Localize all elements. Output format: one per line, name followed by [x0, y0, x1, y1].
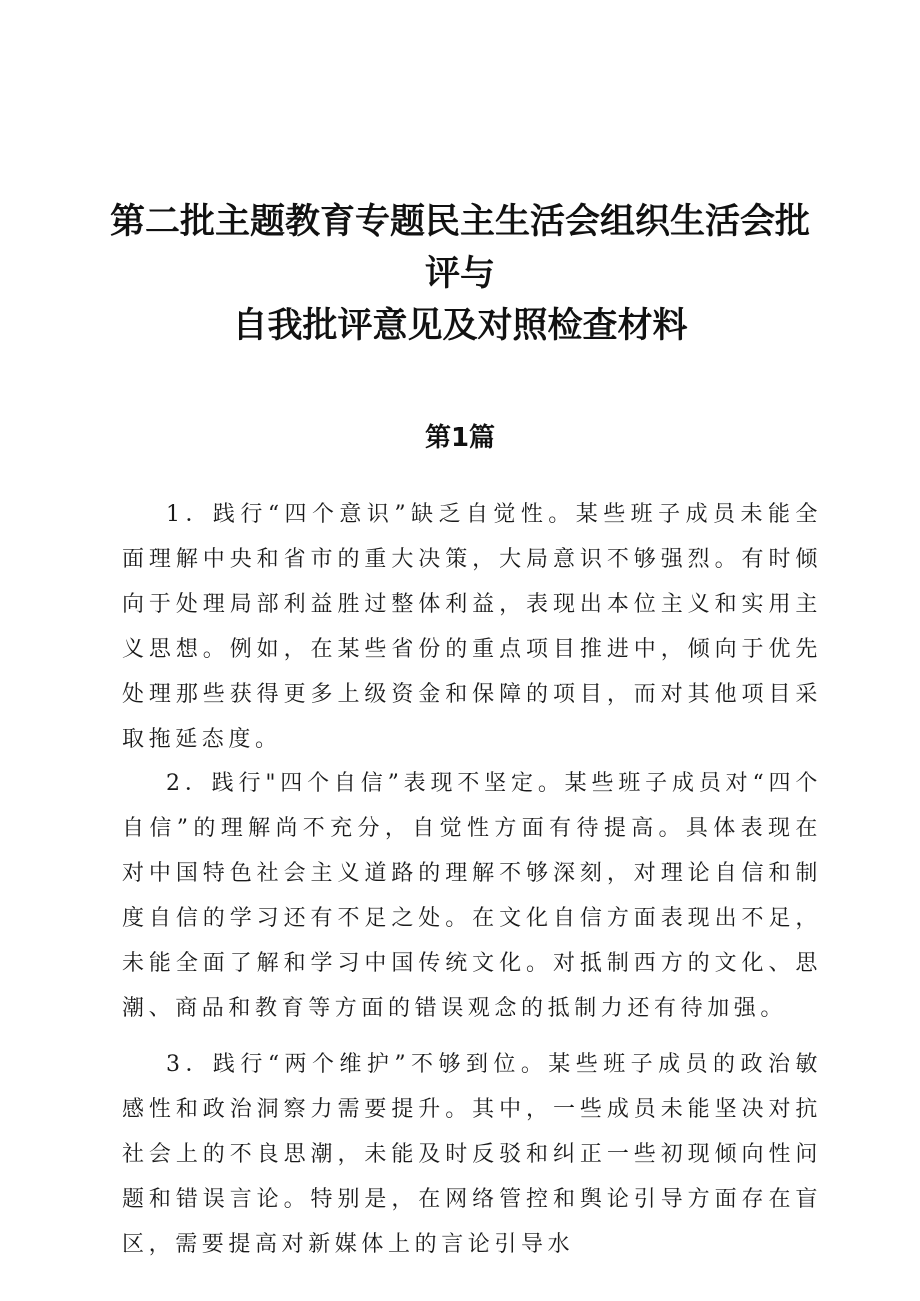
document-body — [122, 493, 822, 1267]
document-title-line-1: 第二批主题教育专题民主生活会组织生活会批评与 — [110, 202, 811, 294]
paragraph-1: 1．践行“四个意识”缺乏自觉性。某些班子成员未能全面理解中央和省市的重大决策，大局意识不够强烈。有时倾向于处理局部利益胜过整体利益，表现出本位主义和实用主义思想。例如，在某些省份的重点项目推进中，倾向于优先处理那些获得更多上级资金和保障的项目，而对其他项目采取拖延态度。 — [122, 502, 822, 752]
paragraph-3: 3．践行“两个维护”不够到位。某些班子成员的政治敏感性和政治洞察力需要提升。其中，一些成员未能坚决对抗社会上的不良思潮，未能及时反驳和纠正一些初现倾向性问题和错误言论。特别是，在网络管控和舆论引导方面存在盲区，需要提高对新媒体上的言论引导水 — [122, 1051, 822, 1257]
paragraph-2: 2．践行"四个自信”表现不坚定。某些班子成员对“四个自信”的理解尚不充分，自觉性方面有待提高。具体表现在对中国特色社会主义道路的理解不够深刻，对理论自信和制度自信的学习还有不足之处。在文化自信方面表现出不足，未能全面了解和学习中国传统文化。对抵制西方的文化、思潮、商品和教育等方面的错误观念的抵制力还有待加强。 — [122, 771, 822, 1021]
document-title-line-2: 自我批评意见及对照检查材料 — [232, 306, 688, 346]
document-title — [110, 196, 810, 352]
section-heading: 第1篇 — [424, 423, 496, 453]
